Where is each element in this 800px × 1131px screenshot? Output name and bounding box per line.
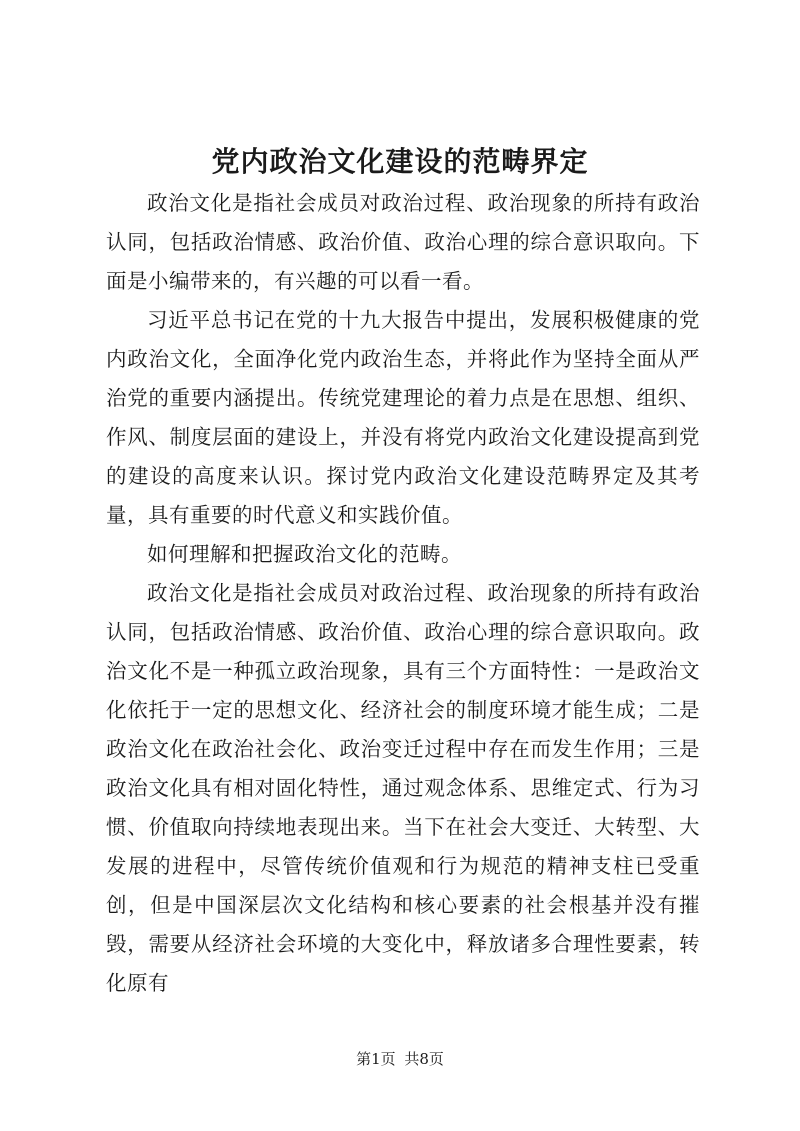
paragraph-definition: 政治文化是指社会成员对政治过程、政治现象的所持有政治认同，包括政治情感、政治价值、政治心理的综合意识取向。政治文化不是一种孤立政治现象，具有三个方面特性：一是政治文化依托于一定的思想文化、经济社会的制度环境才能生成；二是政治文化在政治社会化、政治变迁过程中存在而发生作用；三是政治文化具有相对固化特性，通过观念体系、思维定式、行为习惯、价值取向持续地表现出来。当下在社会大变迁、大转型、大发展的进程中，尽管传统价值观和行为规范的精神支柱已受重创，但是中国深层次文化结构和核心要素的社会根基并没有摧毁，需要从经济社会环境的大变化中，释放诸多合理性要素，转化原有 bbox=[106, 581, 700, 995]
page-total: 共8页 bbox=[404, 1050, 444, 1068]
paragraph-question: 如何理解和把握政治文化的范畴。 bbox=[147, 542, 462, 566]
document-title: 党内政治文化建设的范畴界定 bbox=[211, 145, 589, 178]
paragraph-report: 习近平总书记在党的十九大报告中提出，发展积极健康的党内政治文化，全面净化党内政治生态，并将此作为坚持全面从严治党的重要内涵提出。传统党建理论的着力点是在思想、组织、作风、制度层面的建设上，并没有将党内政治文化建设提高到党的建设的高度来认识。探讨党内政治文化建设范畴界定及其考量，具有重要的时代意义和实践价值。 bbox=[106, 308, 700, 527]
paragraph-intro: 政治文化是指社会成员对政治过程、政治现象的所持有政治认同，包括政治情感、政治价值、政治心理的综合意识取向。下面是小编带来的，有兴趣的可以看一看。 bbox=[106, 191, 700, 293]
page-footer bbox=[0, 1049, 800, 1069]
page-number: 第1页 bbox=[356, 1050, 396, 1068]
document-body bbox=[106, 184, 700, 1003]
